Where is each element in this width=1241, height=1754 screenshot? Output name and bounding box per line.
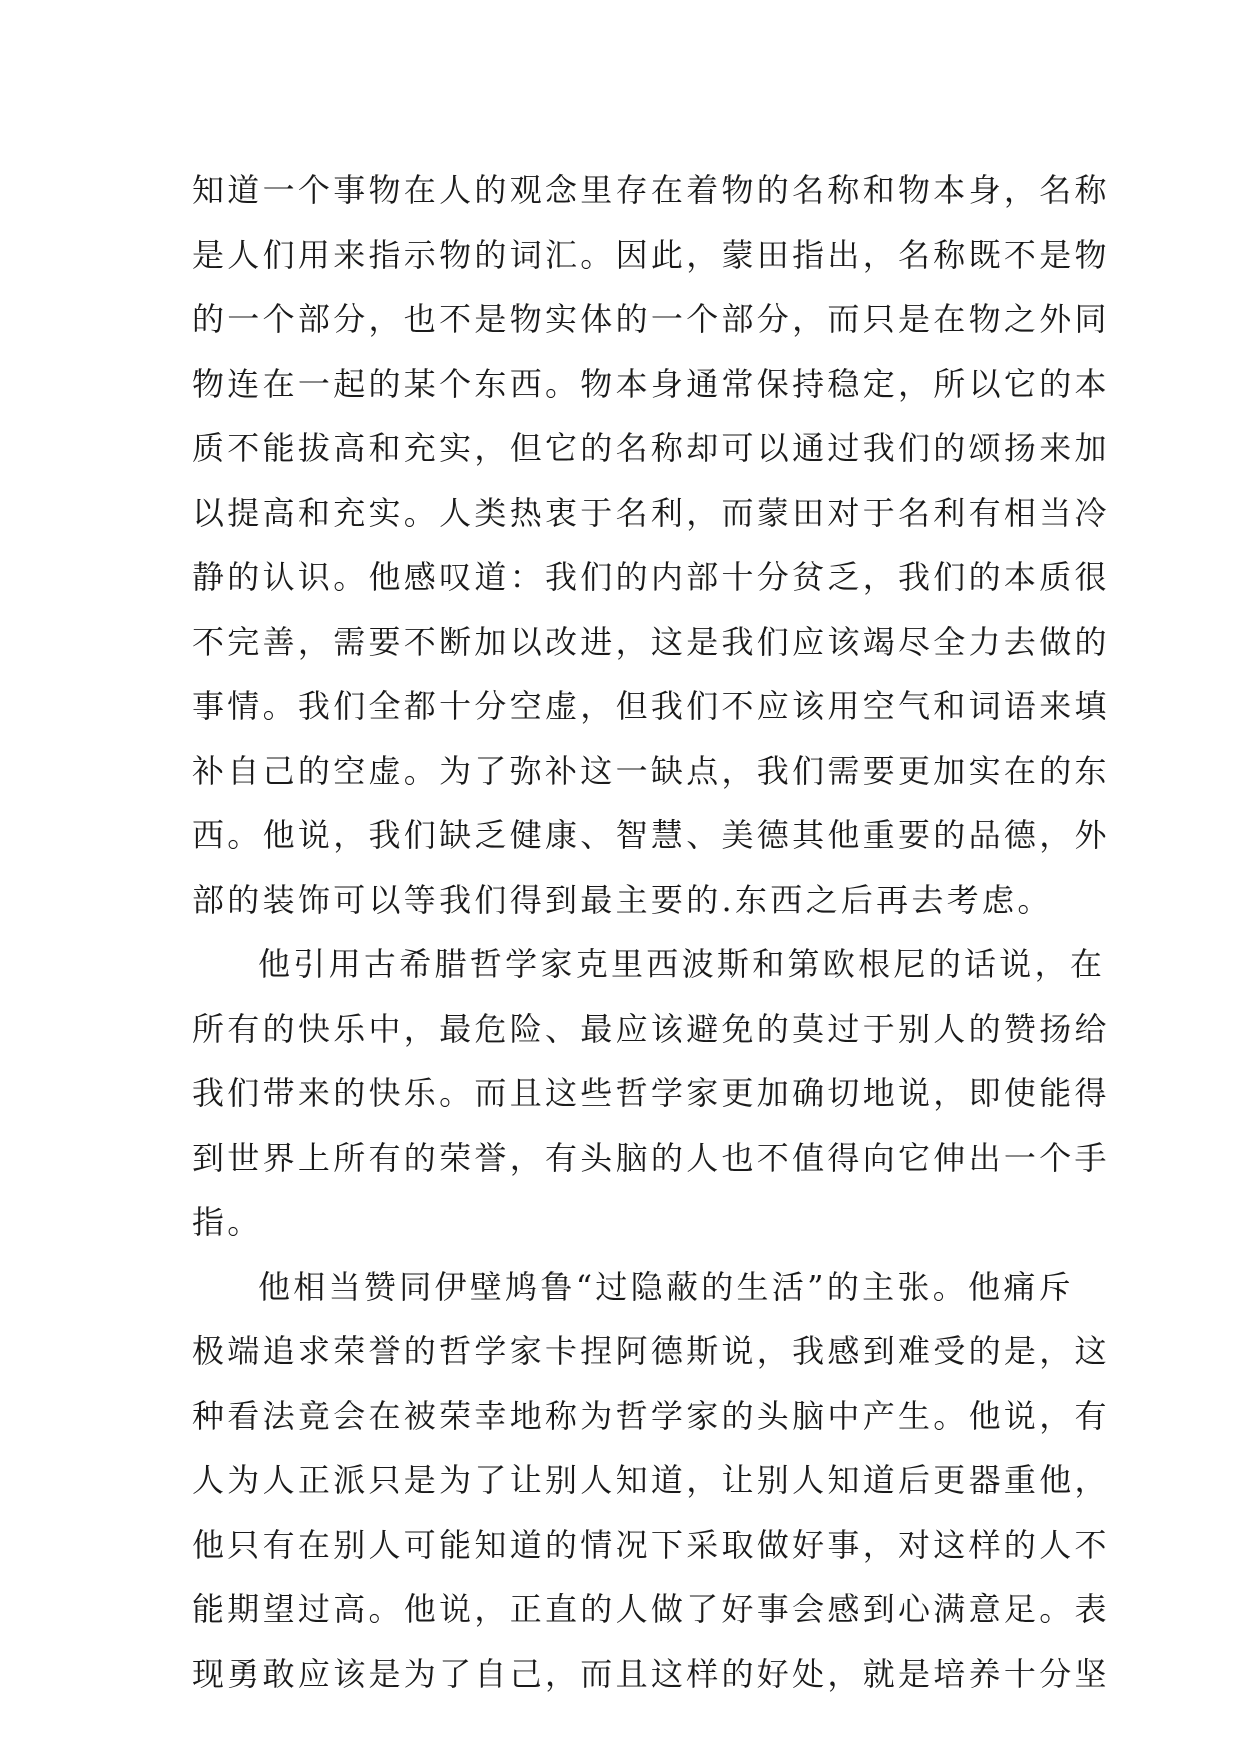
text-line: 物连在一起的某个东西。物本身通常保持稳定，所以它的本 xyxy=(192,364,1110,403)
text-line: 所有的快乐中，最危险、最应该避免的莫过于别人的赞扬给 xyxy=(192,1009,1110,1048)
text-line: 极端追求荣誉的哲学家卡捏阿德斯说，我感到难受的是，这 xyxy=(192,1332,1110,1370)
paragraph-3 xyxy=(192,1255,1110,1707)
text-line: 的一个部分，也不是物实体的一个部分，而只是在物之外同 xyxy=(192,300,1110,338)
paragraph-1 xyxy=(192,158,1110,932)
body-text xyxy=(192,158,1110,1706)
text-line: 现勇敢应该是为了自己，而且这样的好处，就是培养十分坚 xyxy=(192,1654,1110,1693)
text-line: 他引用古希腊哲学家克里西波斯和第欧根尼的话说，在 xyxy=(258,945,1106,983)
text-line: 指。 xyxy=(192,1203,263,1241)
text-line: 质不能拔高和充实，但它的名称却可以通过我们的颂扬来加 xyxy=(192,429,1110,467)
text-line: 知道一个事物在人的观念里存在着物的名称和物本身，名称 xyxy=(192,171,1110,209)
text-line: 西。他说，我们缺乏健康、智慧、美德其他重要的品德，外 xyxy=(192,816,1110,854)
text-line: 是人们用来指示物的词汇。因此，蒙田指出，名称既不是物 xyxy=(192,235,1110,274)
text-line: 不完善，需要不断加以改进，这是我们应该竭尽全力去做的 xyxy=(192,622,1110,661)
text-line: 部的装饰可以等我们得到最主要的.东西之后再去考虑。 xyxy=(192,880,1053,919)
paragraph-2 xyxy=(192,932,1110,1255)
text-line: 人为人正派只是为了让别人知道，让别人知道后更器重他， xyxy=(192,1461,1110,1499)
text-line: 我们带来的快乐。而且这些哲学家更加确切地说，即使能得 xyxy=(192,1074,1110,1112)
text-line: 静的认识。他感叹道：我们的内部十分贫乏，我们的本质很 xyxy=(192,558,1110,596)
text-line: 种看法竟会在被荣幸地称为哲学家的头脑中产生。他说，有 xyxy=(192,1396,1110,1435)
text-line: 到世界上所有的荣誉，有头脑的人也不值得向它伸出一个手 xyxy=(192,1138,1110,1177)
text-line: 补自己的空虚。为了弥补这一缺点，我们需要更加实在的东 xyxy=(192,751,1110,790)
text-line: 能期望过高。他说，正直的人做了好事会感到心满意足。表 xyxy=(192,1590,1110,1628)
text-line: 事情。我们全都十分空虚，但我们不应该用空气和词语来填 xyxy=(192,687,1110,725)
text-line: 他只有在别人可能知道的情况下采取做好事，对这样的人不 xyxy=(192,1525,1110,1564)
text-line: 以提高和充实。人类热衷于名利，而蒙田对于名利有相当冷 xyxy=(192,493,1110,532)
text-line: 他相当赞同伊壁鸠鲁“过隐蔽的生活”的主张。他痛斥 xyxy=(258,1267,1074,1306)
